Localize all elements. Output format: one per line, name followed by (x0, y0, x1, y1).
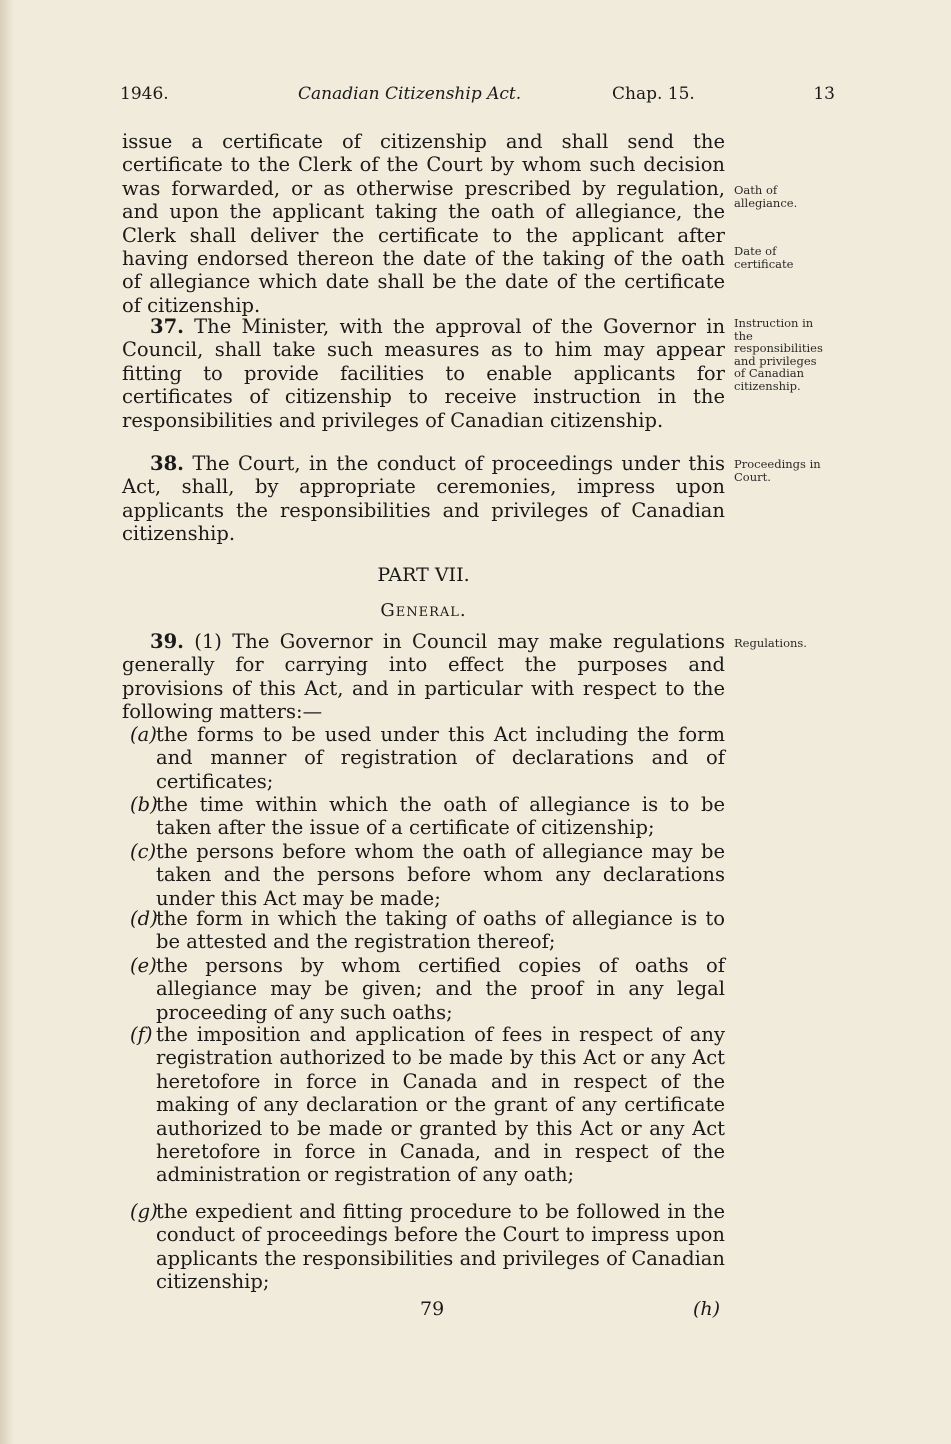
item-text: the persons before whom the oath of allegiance may be taken and the persons before whom any declarations under this Act may be made; (156, 840, 725, 910)
list-item (130, 1200, 725, 1294)
item-label: (d) (130, 907, 158, 930)
section-37-number: 37. (150, 315, 184, 338)
intro-paragraph-text: issue a certificate of citizenship and shall send the certificate to the Clerk of the Court by whom such decision was forwarded, or as otherwise prescribed by regulation, and upon the applicant taking the oath of allegiance, the Clerk shall deliver the certificate to the applicant after having endorsed thereon the date of the taking of the oath of allegiance which date shall be the date of the certificate of citizenship. (122, 130, 725, 317)
item-label: (a) (130, 723, 157, 746)
header-chapter: Chap. 15. (612, 84, 695, 104)
item-text: the persons by whom certified copies of oaths of allegiance may be given; and the proof in any legal proceeding of any such oaths; (156, 954, 725, 1024)
item-text: the expedient and fitting procedure to be followed in the conduct of proceedings before the Court to impress upon applicants the responsibilities and privileges of Canadian citizenship; (156, 1200, 725, 1294)
page-spine-shadow (0, 0, 14, 1444)
footer-catchword: (h) (692, 1298, 720, 1320)
margin-note-proceedings: Proceedings in Court. (734, 457, 821, 484)
item-text: the imposition and application of fees in respect of any registration authorized to be made by this Act or any Act heretofore in force in Canada and in respect of the making of any declaration or the grant of any certificate authorized to be made or granted by this Act or any Act heretofore in force in Canada, and in respect of the administration or registration of any oath; (156, 1023, 725, 1187)
item-label: (c) (130, 840, 157, 863)
section-39-text: (1) The Governor in Council may make regulations generally for carrying into effect the purposes and provisions of this Act, and in particular with respect to the following matters:— (122, 630, 725, 724)
item-text: the form in which the taking of oaths of allegiance is to be attested and the registration thereof; (156, 907, 725, 954)
list-item (130, 840, 725, 910)
footer-page-number: 79 (420, 1298, 445, 1320)
section-37 (122, 315, 725, 432)
section-39-number: 39. (150, 630, 184, 653)
item-label: (b) (130, 793, 158, 816)
item-label: (g) (130, 1200, 158, 1223)
item-label: (e) (130, 954, 157, 977)
list-item (130, 954, 725, 1024)
margin-note-regulations: Regulations. (734, 636, 807, 650)
header-page-number: 13 (813, 84, 835, 104)
list-item (130, 723, 725, 793)
margin-note-date: Date of certificate (734, 244, 794, 271)
header-title: Canadian Citizenship Act. (298, 84, 522, 104)
running-header (120, 84, 835, 110)
part-subtitle: General. (380, 600, 467, 621)
header-year: 1946. (120, 84, 169, 104)
intro-paragraph (122, 130, 725, 317)
margin-note-instruction: Instruction in the responsibilities and privileges of Canadian citizenship. (734, 316, 823, 393)
part-title: PART VII. (377, 564, 470, 586)
list-item (130, 793, 725, 840)
item-text: the time within which the oath of allegiance is to be taken after the issue of a certificate of citizenship; (156, 793, 725, 840)
section-38 (122, 452, 725, 546)
margin-note-oath: Oath of allegiance. (734, 183, 798, 210)
section-39 (122, 630, 725, 724)
page-footer (122, 1298, 725, 1324)
section-38-number: 38. (150, 452, 184, 475)
item-text: the forms to be used under this Act including the form and manner of registration of declarations and of certificates; (156, 723, 725, 793)
section-38-text: The Court, in the conduct of proceedings under this Act, shall, by appropriate ceremonies, impress upon applicants the responsibilities and privileges of Canadian citizenship. (122, 452, 726, 546)
list-item (130, 1023, 725, 1187)
section-37-text: The Minister, with the approval of the Governor in Council, shall take such measures as to him may appear fitting to provide facilities to enable applicants for certificates of citizenship to receive instruction in the responsibilities and privileges of Canadian citizenship. (122, 315, 725, 432)
list-item (130, 907, 725, 954)
item-label: (f) (130, 1023, 153, 1046)
